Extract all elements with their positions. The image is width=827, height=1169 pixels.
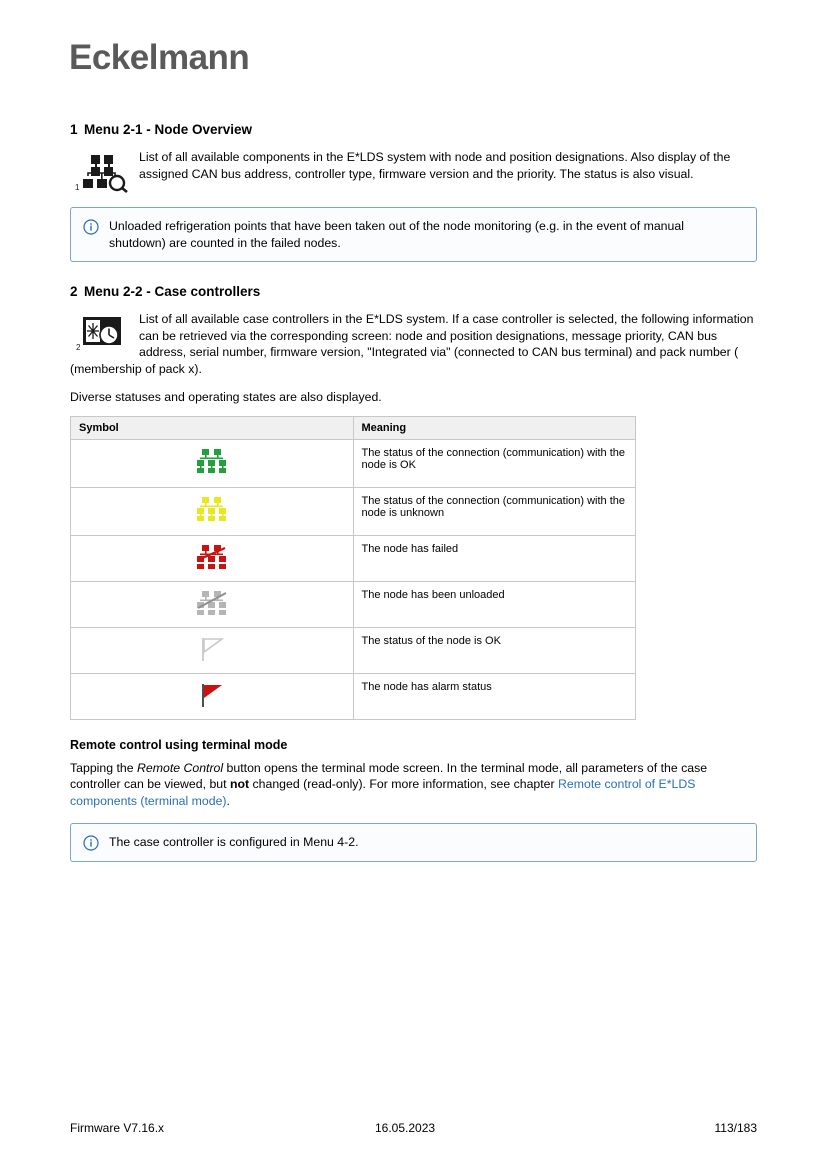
section-1-number: 1	[70, 122, 78, 137]
section-1-intro	[70, 149, 757, 193]
table-row	[71, 581, 636, 627]
table-row	[71, 535, 636, 581]
network-nodes-green-icon	[71, 439, 354, 487]
remote-control-link[interactable]: Remote control of E*LDS components (terminal mode)	[70, 777, 696, 808]
document-content	[70, 122, 757, 884]
flag-red-icon	[71, 673, 354, 719]
row-meaning: The status of the node is OK	[353, 627, 636, 673]
symbol-meaning-table	[70, 416, 636, 720]
row-meaning: The node has alarm status	[353, 673, 636, 719]
column-header-symbol: Symbol	[71, 416, 354, 439]
remote-control-heading: Remote control using terminal mode	[70, 737, 288, 752]
rc-text-end: .	[226, 793, 230, 808]
section-2-title: Menu 2-2 - Case controllers	[84, 284, 261, 299]
table-row	[71, 673, 636, 719]
section-2-paragraph-2: Diverse statuses and operating states are also displayed.	[70, 390, 382, 404]
info-icon	[83, 219, 99, 235]
note-1-text: Unloaded refrigeration points that have been taken out of the node monitoring (e.g. in the event of manual shutdown) are counted in the failed nodes.	[109, 219, 684, 250]
note-2-text: The case controller is configured in Menu 4-2.	[109, 835, 359, 849]
table-row	[71, 487, 636, 535]
note-box-1	[70, 207, 757, 262]
network-nodes-yellow-icon	[71, 487, 354, 535]
section-2-number: 2	[70, 284, 78, 299]
flag-outline-icon	[71, 627, 354, 673]
section-1-heading	[70, 122, 757, 137]
node-overview-icon	[75, 153, 129, 193]
table-header-row	[71, 416, 636, 439]
info-icon	[83, 835, 99, 851]
rc-text-1: Tapping the	[70, 760, 138, 775]
icon-badge-2: 2	[76, 343, 81, 352]
footer-page-number: 113/183	[714, 1121, 757, 1135]
row-meaning: The status of the connection (communication) with the node is OK	[353, 439, 636, 487]
case-controller-icon	[75, 315, 129, 355]
section-2-paragraph: List of all available case controllers in the E*LDS system. If a case controller is selected, the following information can be retrieved via the corresponding screen: node and position designations, message priority, CAN bus address, serial number, firmware version, "Integrated via" (connected to CAN bus terminal) and pack number ( (membership of pack x).	[70, 312, 754, 376]
rc-italic: Remote Control	[137, 760, 224, 775]
column-header-meaning: Meaning	[353, 416, 636, 439]
note-box-2	[70, 823, 757, 862]
section-2-heading	[70, 284, 757, 299]
network-nodes-unloaded-icon	[71, 581, 354, 627]
rc-text-2: button opens the terminal mode screen. In the terminal mode, all parameters of the case controller can be viewed, but	[70, 760, 708, 791]
rc-bold: not	[229, 777, 250, 791]
icon-badge-1: 1	[75, 183, 80, 192]
row-meaning: The node has failed	[353, 535, 636, 581]
network-nodes-red-icon	[71, 535, 354, 581]
section-1-title: Menu 2-1 - Node Overview	[84, 122, 253, 137]
section-1-paragraph: List of all available components in the E*LDS system with node and position designations. Also display of the assigned CAN bus address, controller type, firmware version and the priority. The status is also visual.	[139, 150, 731, 181]
row-meaning: The node has been unloaded	[353, 581, 636, 627]
table-row	[71, 627, 636, 673]
row-meaning: The status of the connection (communication) with the node is unknown	[353, 487, 636, 535]
remote-control-paragraph	[70, 760, 757, 810]
company-logo: Eckelmann	[69, 38, 250, 77]
section-2-intro	[70, 311, 757, 377]
footer-date: 16.05.2023	[375, 1121, 436, 1135]
footer-firmware: Firmware V7.16.x	[70, 1121, 165, 1135]
rc-text-3: changed (read-only). For more information, see chapter	[249, 777, 559, 791]
table-row	[71, 439, 636, 487]
